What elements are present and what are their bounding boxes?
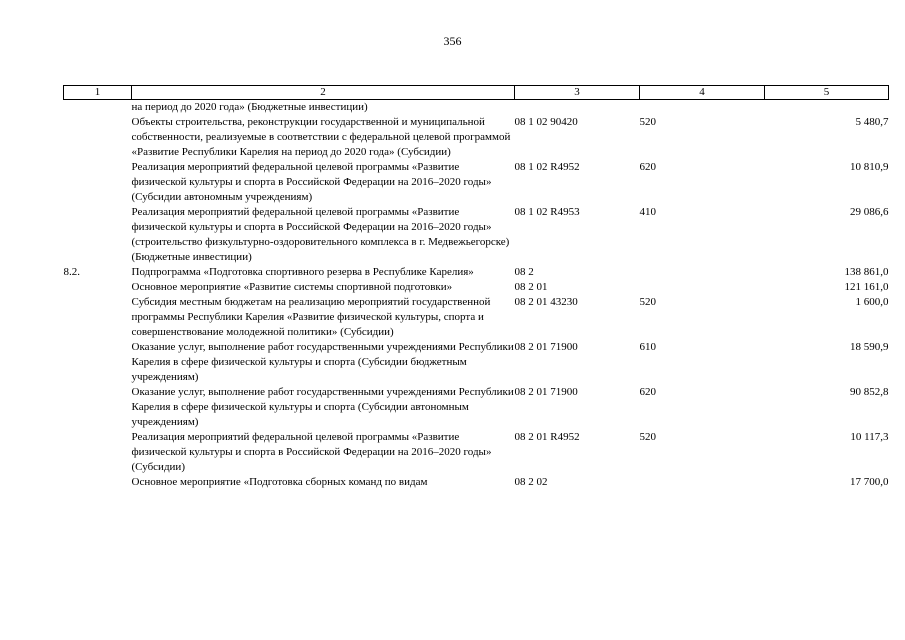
row-sum: 121 161,0 bbox=[844, 281, 889, 293]
row-name: на период до 2020 года» (Бюджетные инвестиции) bbox=[131, 101, 368, 113]
table-row bbox=[64, 385, 889, 430]
row-sum: 29 086,6 bbox=[850, 206, 889, 218]
row-number bbox=[64, 385, 132, 430]
row-type bbox=[640, 100, 765, 116]
table-row bbox=[64, 205, 889, 265]
row-number bbox=[64, 115, 132, 160]
row-number bbox=[64, 100, 132, 116]
row-type: 520 bbox=[639, 296, 656, 308]
row-sum: 5 480,7 bbox=[855, 116, 889, 128]
row-code: 08 2 01 71900 bbox=[514, 386, 578, 398]
row-sum: 10 810,9 bbox=[850, 161, 889, 173]
row-number bbox=[64, 160, 132, 205]
budget-table bbox=[63, 85, 889, 490]
row-name: Реализация мероприятий федеральной целевой программы «Развитие физической культуры и спорта в Российской Федерации на 2016–2020 годы» (Субсидии) bbox=[131, 431, 492, 473]
table-row bbox=[64, 280, 889, 295]
row-name: Реализация мероприятий федеральной целевой программы «Развитие физической культуры и спорта в Российской Федерации на 2016–2020 годы» (Субсидии автономным учреждениям) bbox=[131, 161, 492, 203]
header-col-2: 2 bbox=[132, 86, 515, 100]
header-col-1: 1 bbox=[64, 86, 132, 100]
row-name: Основное мероприятие «Подготовка сборных команд по видам bbox=[131, 476, 428, 488]
row-code: 08 2 01 bbox=[514, 281, 548, 293]
row-type: 410 bbox=[639, 206, 656, 218]
table-row bbox=[64, 475, 889, 490]
row-code: 08 2 02 bbox=[514, 476, 548, 488]
table-row bbox=[64, 100, 889, 116]
row-number bbox=[64, 430, 132, 475]
table-row bbox=[64, 430, 889, 475]
row-sum: 1 600,0 bbox=[855, 296, 889, 308]
row-code: 08 2 01 71900 bbox=[514, 341, 578, 353]
row-number: 8.2. bbox=[63, 266, 80, 278]
row-code: 08 2 bbox=[514, 266, 534, 278]
row-number bbox=[64, 475, 132, 490]
header-col-5: 5 bbox=[765, 86, 889, 100]
row-type: 620 bbox=[639, 386, 656, 398]
table-row bbox=[64, 340, 889, 385]
table-row bbox=[64, 265, 889, 280]
header-col-3: 3 bbox=[515, 86, 640, 100]
row-type: 620 bbox=[639, 161, 656, 173]
row-name: Субсидия местным бюджетам на реализацию мероприятий государственной программы Республики Карелия «Развитие физической культуры, спорта и совершенствование молодежной политики» (Субсидии) bbox=[131, 296, 491, 338]
row-sum: 90 852,8 bbox=[850, 386, 889, 398]
row-type bbox=[640, 475, 765, 490]
row-name: Подпрограмма «Подготовка спортивного резерва в Республике Карелия» bbox=[131, 266, 474, 278]
row-number bbox=[64, 280, 132, 295]
row-type: 610 bbox=[639, 341, 656, 353]
row-type bbox=[640, 265, 765, 280]
row-sum: 138 861,0 bbox=[844, 266, 889, 278]
row-type: 520 bbox=[639, 116, 656, 128]
row-code: 08 1 02 R4952 bbox=[514, 161, 580, 173]
row-code: 08 1 02 R4953 bbox=[514, 206, 580, 218]
table-row bbox=[64, 295, 889, 340]
row-code: 08 1 02 90420 bbox=[514, 116, 578, 128]
row-name: Основное мероприятие «Развитие системы спортивной подготовки» bbox=[131, 281, 453, 293]
row-name: Оказание услуг, выполнение работ государственными учреждениями Республики Карелия в сфере физической культуры и спорта (Субсидии автономным учреждениям) bbox=[131, 386, 514, 428]
row-sum bbox=[765, 100, 889, 116]
row-number bbox=[64, 340, 132, 385]
row-code: 08 2 01 43230 bbox=[514, 296, 578, 308]
page-number: 356 bbox=[443, 34, 462, 48]
row-name: Реализация мероприятий федеральной целевой программы «Развитие физической культуры и спорта в Российской Федерации на 2016–2020 годы» (строительство физкультурно-оздоровительного комплекса в г. Медвежьегорске) (Бюджетные инвестиции) bbox=[131, 206, 510, 263]
header-col-4: 4 bbox=[640, 86, 765, 100]
row-name: Объекты строительства, реконструкции государственной и муниципальной собственности, реализуемые в соответствии с федеральной целевой программой «Развитие Республики Карелия на период до 2020 года» (Субсидии) bbox=[131, 116, 511, 158]
row-name: Оказание услуг, выполнение работ государственными учреждениями Республики Карелия в сфере физической культуры и спорта (Субсидии бюджетным учреждениям) bbox=[131, 341, 514, 383]
row-code: 08 2 01 R4952 bbox=[514, 431, 580, 443]
row-number bbox=[64, 295, 132, 340]
row-sum: 18 590,9 bbox=[850, 341, 889, 353]
row-code bbox=[515, 100, 640, 116]
row-sum: 10 117,3 bbox=[850, 431, 889, 443]
row-type: 520 bbox=[639, 431, 656, 443]
table-row bbox=[64, 115, 889, 160]
table-header-row bbox=[64, 86, 889, 100]
row-type bbox=[640, 280, 765, 295]
row-sum: 17 700,0 bbox=[850, 476, 889, 488]
row-number bbox=[64, 205, 132, 265]
table-row bbox=[64, 160, 889, 205]
